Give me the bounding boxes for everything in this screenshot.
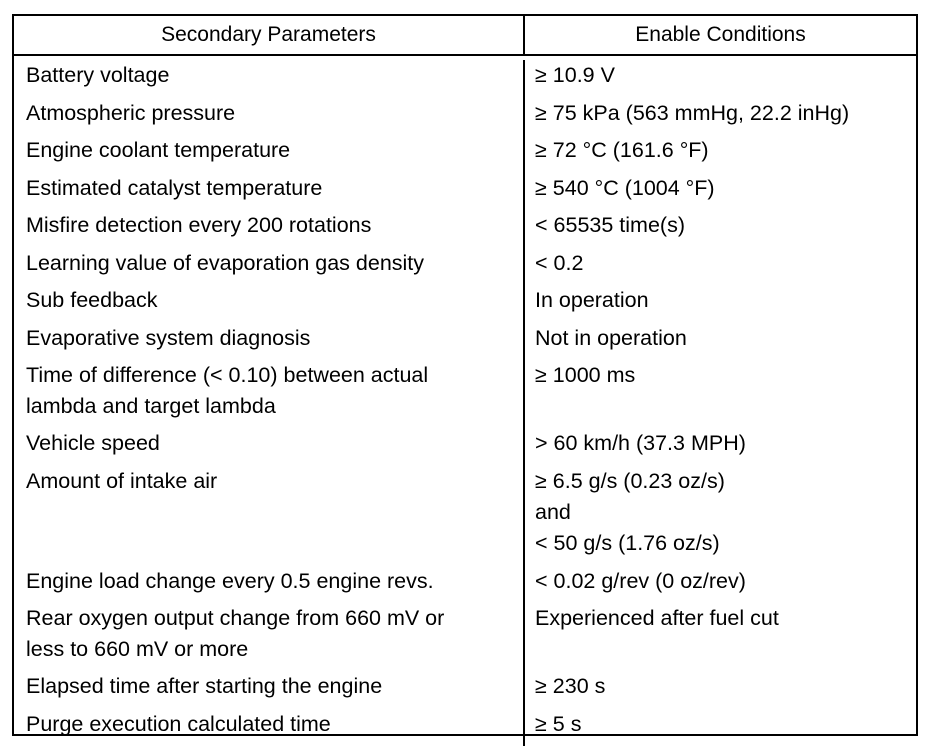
parameter-text: less to 660 mV or more — [26, 637, 249, 661]
table-row — [14, 285, 916, 323]
condition-text: ≥ 230 s — [535, 674, 606, 698]
table-row — [14, 60, 916, 98]
condition-cell — [525, 248, 916, 286]
parameter-text: Estimated catalyst temperature — [26, 175, 323, 200]
parameter-text: Engine coolant temperature — [26, 138, 291, 162]
table-row — [14, 603, 916, 671]
condition-cell — [525, 709, 916, 747]
condition-cell — [525, 285, 916, 323]
table-row — [14, 428, 916, 466]
condition-cell — [525, 210, 916, 248]
condition-text: ≥ 10.9 V — [535, 63, 615, 87]
condition-text: > 60 km/h (37.3 MPH) — [535, 431, 746, 455]
parameter-cell — [14, 285, 525, 323]
parameter-cell — [14, 709, 525, 747]
table-row — [14, 98, 916, 136]
table-row — [14, 566, 916, 604]
parameter-cell — [14, 135, 525, 173]
condition-text: < 0.02 g/rev (0 oz/rev) — [535, 568, 746, 593]
parameter-cell — [14, 323, 525, 361]
condition-cell — [525, 360, 916, 428]
table-row — [14, 466, 916, 566]
parameter-cell — [14, 248, 525, 286]
table-row — [14, 173, 916, 211]
parameter-text: Battery voltage — [26, 63, 170, 87]
table-row — [14, 709, 916, 747]
parameter-text: Elapsed time after starting the engine — [26, 674, 383, 698]
condition-cell — [525, 98, 916, 136]
table-body — [14, 56, 916, 746]
table-header — [14, 16, 916, 56]
parameter-text: Sub feedback — [26, 288, 158, 312]
parameter-text: Rear oxygen output change from 660 mV or — [26, 606, 445, 630]
parameter-cell — [14, 428, 525, 466]
header-secondary-parameters: Secondary Parameters — [14, 16, 525, 54]
parameter-cell — [14, 98, 525, 136]
parameter-cell — [14, 671, 525, 709]
table-row — [14, 210, 916, 248]
condition-text: < 50 g/s (1.76 oz/s) — [535, 530, 720, 555]
condition-cell — [525, 428, 916, 466]
condition-text: and — [535, 499, 571, 524]
condition-text: ≥ 5 s — [535, 711, 582, 736]
condition-text: < 0.2 — [535, 250, 584, 275]
parameter-text: lambda and target lambda — [26, 394, 276, 418]
condition-cell — [525, 323, 916, 361]
enable-conditions-table — [12, 14, 918, 736]
parameter-text: Purge execution calculated time — [26, 711, 331, 736]
parameter-cell — [14, 603, 525, 671]
parameter-cell — [14, 60, 525, 98]
parameter-cell — [14, 173, 525, 211]
condition-text: < 65535 time(s) — [535, 213, 685, 237]
table-row — [14, 671, 916, 709]
condition-cell — [525, 671, 916, 709]
condition-cell — [525, 135, 916, 173]
parameter-cell — [14, 210, 525, 248]
table-row — [14, 248, 916, 286]
condition-cell — [525, 173, 916, 211]
table-row — [14, 360, 916, 428]
header-enable-conditions: Enable Conditions — [635, 23, 806, 46]
parameter-cell — [14, 360, 525, 428]
condition-text: Not in operation — [535, 325, 687, 350]
condition-cell — [525, 566, 916, 604]
condition-text: ≥ 75 kPa (563 mmHg, 22.2 inHg) — [535, 100, 850, 125]
condition-text: ≥ 72 °C (161.6 °F) — [535, 138, 709, 162]
table-row — [14, 323, 916, 361]
condition-text: In operation — [535, 288, 649, 312]
condition-cell — [525, 466, 916, 566]
parameter-cell — [14, 566, 525, 604]
condition-cell — [525, 60, 916, 98]
parameter-cell — [14, 466, 525, 566]
parameter-text: Misfire detection every 200 rotations — [26, 213, 372, 237]
parameter-text: Time of difference (< 0.10) between actual — [26, 363, 429, 387]
parameter-text: Evaporative system diagnosis — [26, 325, 311, 350]
parameter-text: Atmospheric pressure — [26, 100, 236, 125]
parameter-text: Amount of intake air — [26, 468, 218, 493]
condition-text: ≥ 540 °C (1004 °F) — [535, 175, 715, 200]
condition-text: ≥ 6.5 g/s (0.23 oz/s) — [535, 468, 725, 493]
table-row — [14, 135, 916, 173]
parameter-text: Engine load change every 0.5 engine revs. — [26, 568, 434, 593]
condition-cell — [525, 603, 916, 671]
condition-text: ≥ 1000 ms — [535, 363, 636, 387]
parameter-text: Vehicle speed — [26, 431, 160, 455]
parameter-text: Learning value of evaporation gas density — [26, 250, 425, 275]
condition-text: Experienced after fuel cut — [535, 606, 779, 630]
